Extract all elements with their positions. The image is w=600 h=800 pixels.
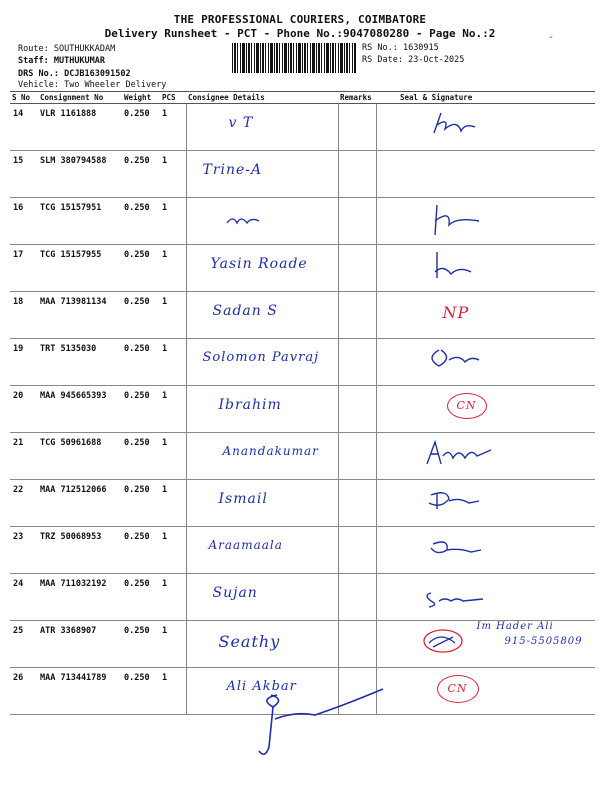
consignee-handwriting: Araamaala <box>208 538 283 552</box>
consignee-cell <box>186 104 338 151</box>
rs-date-label: RS Date: <box>362 55 403 65</box>
consignee-handwriting: Sujan <box>212 585 258 601</box>
remarks-cell <box>338 104 376 151</box>
consignee-cell <box>186 480 338 527</box>
remarks-cell <box>338 386 376 433</box>
vehicle-value: Two Wheeler Delivery <box>64 80 167 90</box>
signature-cell <box>376 198 595 245</box>
consignment-cell: TRZ 50068953 <box>38 527 122 574</box>
table-row <box>10 433 595 480</box>
pcs-cell: 1 <box>160 621 186 668</box>
signature-mark <box>379 109 579 143</box>
consignee-cell <box>186 198 338 245</box>
consignee-handwriting: Solomon Pavraj <box>202 350 320 365</box>
consignee-handwriting: Ali Akbar <box>226 679 297 694</box>
consignee-handwriting: Ibrahim <box>218 397 282 413</box>
col-pcs: PCS <box>160 92 186 104</box>
table-row <box>10 574 595 621</box>
remarks-cell <box>338 151 376 198</box>
signature-cell <box>376 527 595 574</box>
receiver-phone: 915-5505809 <box>504 636 583 647</box>
consignment-cell: TCG 15157955 <box>38 245 122 292</box>
consignee-cell <box>186 621 338 668</box>
remarks-cell <box>338 433 376 480</box>
table-row <box>10 480 595 527</box>
weight-cell: 0.250 <box>122 198 160 245</box>
signature-cell <box>376 339 595 386</box>
sno-cell: 21 <box>10 433 38 480</box>
remarks-cell <box>338 480 376 527</box>
table-row <box>10 292 595 339</box>
weight-cell: 0.250 <box>122 151 160 198</box>
pcs-cell: 1 <box>160 104 186 151</box>
consignment-cell: ATR 3368907 <box>38 621 122 668</box>
consignee-cell <box>186 386 338 433</box>
route-value: SOUTHUKKADAM <box>53 44 116 54</box>
consignee-handwriting: Trine-A <box>202 162 263 178</box>
consignee-handwriting: Sadan S <box>212 303 278 319</box>
table-row <box>10 339 595 386</box>
table-row <box>10 198 595 245</box>
pcs-cell: 1 <box>160 198 186 245</box>
signature-cell <box>376 574 595 621</box>
consignee-cell <box>186 433 338 480</box>
consignee-scribble <box>189 203 329 233</box>
weight-cell: 0.250 <box>122 339 160 386</box>
consignment-cell: TCG 50961688 <box>38 433 122 480</box>
staff-line <box>18 56 105 66</box>
remarks-cell <box>338 198 376 245</box>
runsheet-subtitle: Delivery Runsheet - PCT - Phone No.:9047080280 - Page No.:2 <box>104 27 496 40</box>
signature-mark <box>379 485 579 519</box>
cn-stamp <box>447 393 487 419</box>
signature-mark <box>379 532 579 566</box>
sno-cell: 26 <box>10 668 38 715</box>
consignment-cell: SLM 380794588 <box>38 151 122 198</box>
consignee-handwriting: Seathy <box>218 632 281 651</box>
staff-label: Staff: <box>18 56 49 66</box>
pcs-cell: 1 <box>160 151 186 198</box>
sno-cell: 19 <box>10 339 38 386</box>
signature-cell <box>376 292 595 339</box>
col-sno: S No <box>10 92 38 104</box>
not-present-note: NP <box>442 303 470 322</box>
signature-cell <box>376 151 595 198</box>
weight-cell: 0.250 <box>122 245 160 292</box>
col-consignment: Consignment No <box>38 92 122 104</box>
signature-mark <box>379 203 579 237</box>
consignment-cell: MAA 711032192 <box>38 574 122 621</box>
runsheet-table <box>10 91 595 715</box>
vehicle-line <box>18 80 166 90</box>
table-row <box>10 621 595 668</box>
col-weight: Weight <box>122 92 160 104</box>
signature-cell <box>376 245 595 292</box>
pcs-cell: 1 <box>160 480 186 527</box>
consignee-cell <box>186 245 338 292</box>
pcs-cell: 1 <box>160 386 186 433</box>
signature-mark <box>421 625 473 655</box>
signature-cell <box>376 480 595 527</box>
table-row <box>10 151 595 198</box>
drs-value: DCJB163091502 <box>64 69 131 79</box>
consignment-cell: MAA 713441789 <box>38 668 122 715</box>
signature-cell <box>376 621 595 668</box>
consignee-handwriting: Ismail <box>218 491 268 507</box>
weight-cell: 0.250 <box>122 527 160 574</box>
signature-cell <box>376 433 595 480</box>
barcode <box>232 43 356 73</box>
consignee-handwriting: Yasin Roade <box>210 256 308 272</box>
rs-no-line <box>362 43 439 53</box>
pcs-cell: 1 <box>160 668 186 715</box>
col-seal: Seal & Signature <box>376 92 595 104</box>
company-title: THE PROFESSIONAL COURIERS, COIMBATORE <box>173 13 427 26</box>
consignment-cell: TRT 5135030 <box>38 339 122 386</box>
cn-stamp <box>437 675 479 703</box>
consignee-handwriting: v T <box>228 115 254 131</box>
consignee-handwriting: Anandakumar <box>222 444 319 458</box>
weight-cell: 0.250 <box>122 621 160 668</box>
rs-no-label: RS No.: <box>362 43 398 53</box>
sno-cell: 25 <box>10 621 38 668</box>
remarks-cell <box>338 574 376 621</box>
sno-cell: 23 <box>10 527 38 574</box>
route-line <box>18 44 115 54</box>
weight-cell: 0.250 <box>122 480 160 527</box>
sno-cell: 24 <box>10 574 38 621</box>
pcs-cell: 1 <box>160 245 186 292</box>
consignment-cell: MAA 712512066 <box>38 480 122 527</box>
signature-mark <box>379 579 579 613</box>
weight-cell: 0.250 <box>122 574 160 621</box>
sno-cell: 16 <box>10 198 38 245</box>
consignment-cell: MAA 945665393 <box>38 386 122 433</box>
signature-mark <box>379 344 579 378</box>
sno-cell: 18 <box>10 292 38 339</box>
pcs-cell: 1 <box>160 527 186 574</box>
rs-date-line <box>362 55 464 65</box>
receiver-note: Im Hader Ali <box>476 621 554 632</box>
drs-line <box>18 69 131 79</box>
pcs-cell: 1 <box>160 574 186 621</box>
cn-stamp-text: CN <box>447 682 468 695</box>
col-consignee: Consignee Details <box>186 92 338 104</box>
sno-cell: 15 <box>10 151 38 198</box>
table-row <box>10 245 595 292</box>
weight-cell: 0.250 <box>122 386 160 433</box>
pcs-cell: 1 <box>160 292 186 339</box>
signature-cell <box>376 104 595 151</box>
table-row <box>10 104 595 151</box>
sno-cell: 22 <box>10 480 38 527</box>
consignee-cell <box>186 151 338 198</box>
drs-label: DRS No.: <box>18 69 59 79</box>
consignment-cell: VLR 1161888 <box>38 104 122 151</box>
remarks-cell <box>338 339 376 386</box>
consignee-cell <box>186 339 338 386</box>
signature-cell <box>376 386 595 433</box>
consignee-cell <box>186 574 338 621</box>
signature-mark <box>379 250 579 284</box>
weight-cell: 0.250 <box>122 292 160 339</box>
cn-stamp-text: CN <box>456 399 477 412</box>
pcs-cell: 1 <box>160 339 186 386</box>
col-remarks: Remarks <box>338 92 376 104</box>
rs-no-value: 1630915 <box>402 43 439 53</box>
sno-cell: 14 <box>10 104 38 151</box>
signature-mark <box>379 438 579 472</box>
sno-cell: 17 <box>10 245 38 292</box>
consignment-cell: MAA 713981134 <box>38 292 122 339</box>
consignment-cell: TCG 15157951 <box>38 198 122 245</box>
table-header-row <box>10 92 595 104</box>
consignee-cell <box>186 292 338 339</box>
staff-value: MUTHUKUMAR <box>53 56 106 66</box>
remarks-cell <box>338 527 376 574</box>
table-row <box>10 386 595 433</box>
pcs-cell: 1 <box>160 433 186 480</box>
table-row <box>10 527 595 574</box>
remarks-cell <box>338 621 376 668</box>
corner-mark: - <box>548 32 555 43</box>
remarks-cell <box>338 245 376 292</box>
signature-cell <box>376 668 595 715</box>
rs-date-value: 23-Oct-2025 <box>408 55 465 65</box>
weight-cell: 0.250 <box>122 104 160 151</box>
route-label: Route: <box>18 44 49 54</box>
consignee-cell <box>186 527 338 574</box>
weight-cell: 0.250 <box>122 668 160 715</box>
staff-signature <box>255 685 395 765</box>
weight-cell: 0.250 <box>122 433 160 480</box>
vehicle-label: Vehicle: <box>18 80 59 90</box>
sno-cell: 20 <box>10 386 38 433</box>
remarks-cell <box>338 292 376 339</box>
